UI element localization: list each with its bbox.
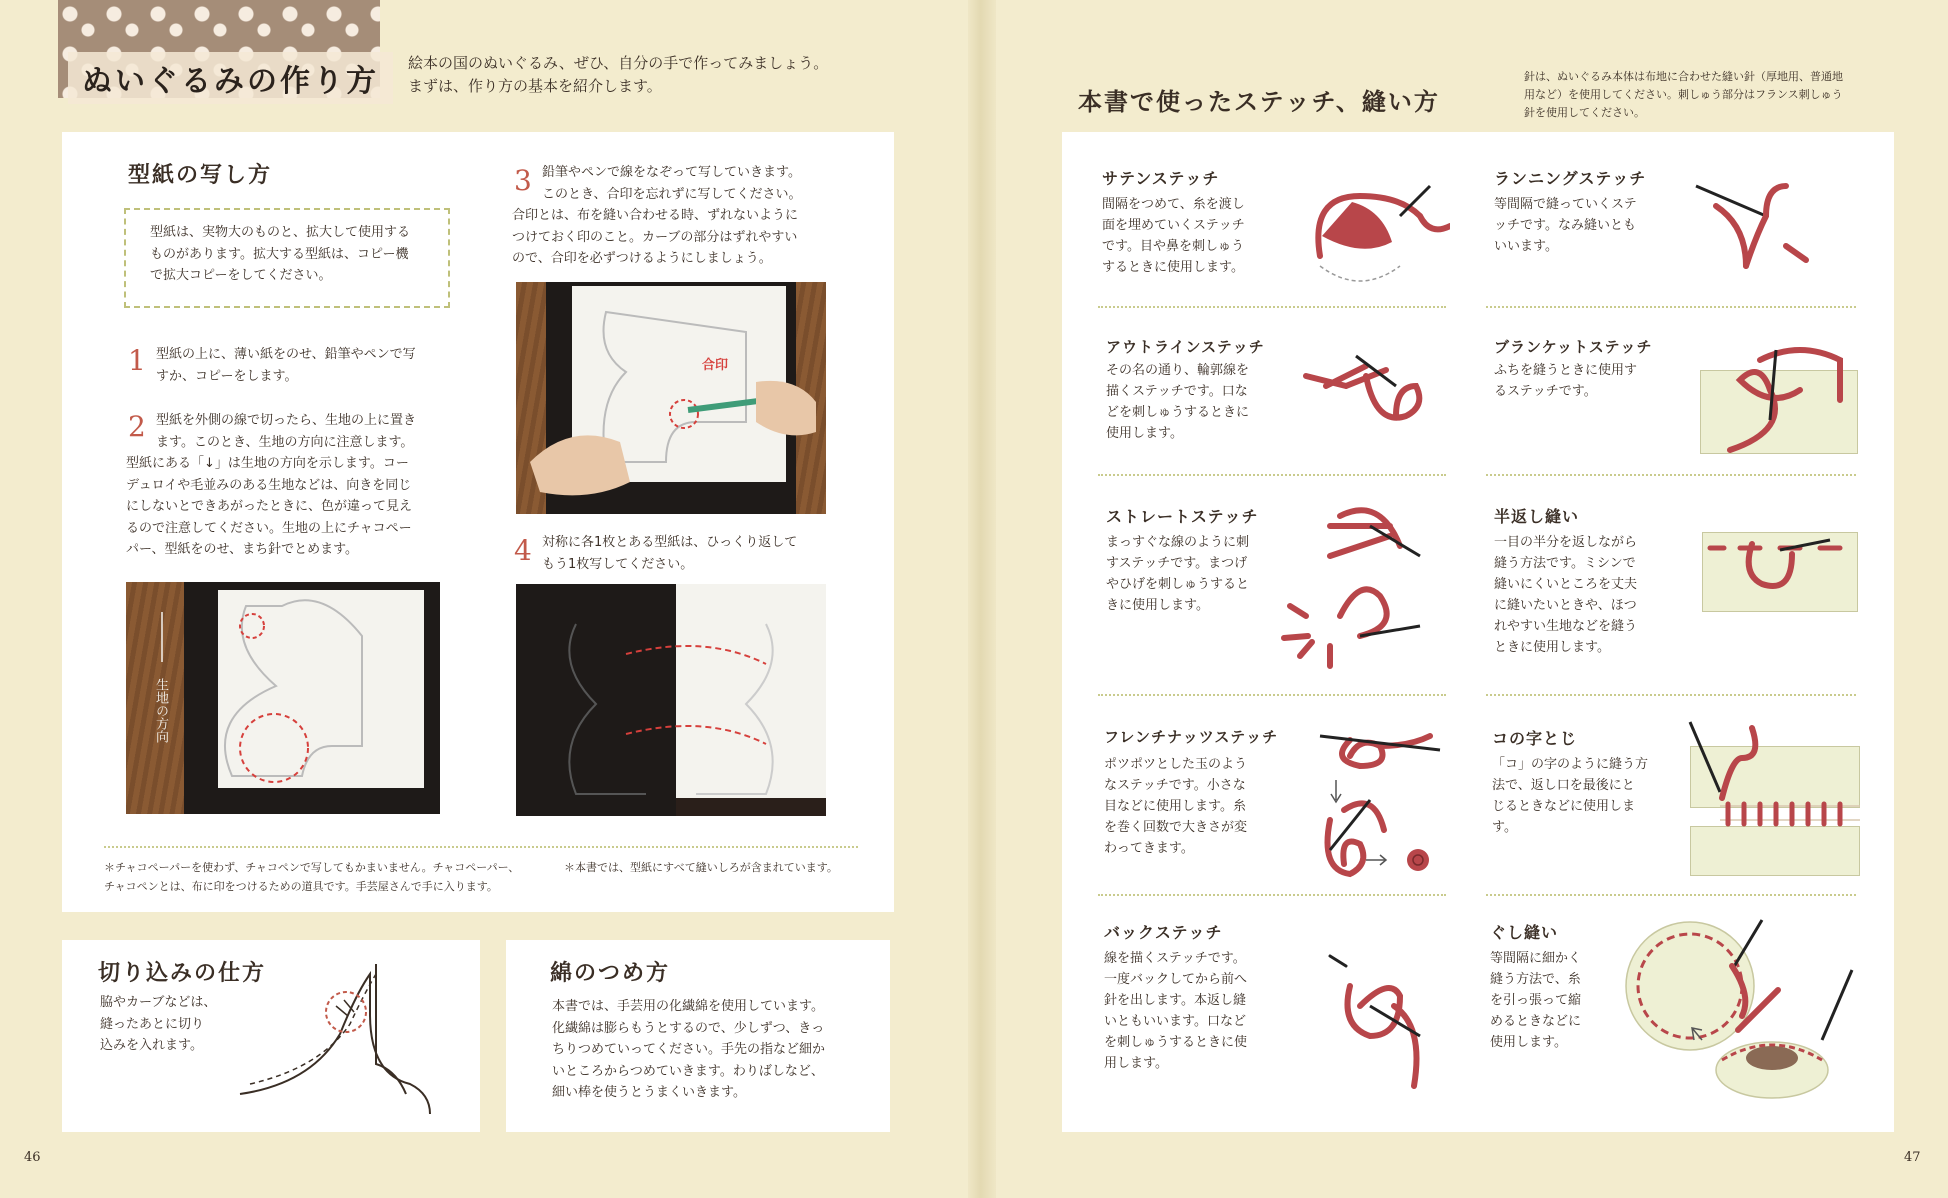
fabric-direction-label: 生地の方向 xyxy=(153,678,168,743)
stitch-line: いともいいます。口など xyxy=(1104,1014,1246,1029)
row-separator xyxy=(1486,694,1856,696)
stitch-line: 目などに使用します。糸 xyxy=(1104,799,1246,814)
flipped-pattern-photo xyxy=(516,584,826,816)
step-line: 型紙を外側の線で切ったら、生地の上に置き xyxy=(156,413,417,428)
note-line: で拡大コピーをしてください。 xyxy=(150,268,332,283)
row-separator xyxy=(1486,306,1856,308)
stitch-title-ladder: コの字とじ xyxy=(1492,729,1578,748)
needle-note-line: 用など）を使用してください。刺しゅう部分はフランス刺しゅう xyxy=(1524,88,1843,101)
step-line: ので、合印を必ずつけるようにしましょう。 xyxy=(512,251,772,266)
step-line: 型紙の上に、薄い紙をのせ、鉛筆やペンで写 xyxy=(156,347,416,362)
pattern-on-fabric-photo xyxy=(126,582,440,814)
stitch-line: 用します。 xyxy=(1104,1056,1168,1071)
page-number-right: 47 xyxy=(1904,1150,1921,1165)
stitch-line: 一度バックしてから前へ xyxy=(1104,972,1248,987)
stitch-line: です。目や鼻を刺しゅう xyxy=(1102,239,1244,254)
stitch-text-backstitch xyxy=(1104,948,1247,1074)
intro-text xyxy=(408,52,888,98)
cut-line: 縫ったあとに切り xyxy=(100,1016,205,1032)
stitch-line: やひげを刺しゅうすると xyxy=(1106,577,1250,592)
intro-line: 絵本の国のぬいぐるみ、ぜひ、自分の手で作ってみましょう。 xyxy=(408,54,829,72)
french-knot-icon xyxy=(1300,720,1450,890)
step-number: 4 xyxy=(514,534,532,567)
stitch-line: めるときなどに xyxy=(1490,1014,1582,1029)
needle-note xyxy=(1524,68,1843,122)
note-line: 型紙は、実物大のものと、拡大して使用する xyxy=(150,225,411,240)
stitch-line: ッチです。なみ縫いとも xyxy=(1494,218,1636,233)
stitch-line: 法で、返し口を最後にと xyxy=(1492,778,1635,793)
stitch-line: まっすぐな線のように刺 xyxy=(1106,535,1250,550)
stuffing-line: いところからつめていきます。わりばしなど、 xyxy=(552,1063,824,1079)
footnote-line: チャコペンとは、布に印をつけるための道具です。手芸屋さんで手に入ります。 xyxy=(104,880,498,893)
stitch-line: を巻く回数で大きさが変 xyxy=(1104,820,1248,835)
blanket-stitch-icon xyxy=(1700,340,1860,460)
tracing-photo xyxy=(516,282,826,514)
step-line: パー、型紙をのせ、まち針でとめます。 xyxy=(126,542,359,557)
row-separator xyxy=(1098,894,1446,896)
stitch-line: すステッチです。まつげ xyxy=(1106,556,1248,571)
stitch-line: 針を出します。本返し縫 xyxy=(1104,993,1246,1008)
stitch-line: に縫いたいときや、ほつ xyxy=(1494,598,1637,613)
stuffing-line: 化繊綿は膨らもうとするので、少しずつ、きっ xyxy=(552,1020,825,1036)
step-line: このとき、合印を忘れずに写してください。 xyxy=(542,186,802,202)
stitch-line: どを刺しゅうするときに xyxy=(1106,405,1250,420)
stitch-line: 線を描くステッチです。 xyxy=(1104,951,1246,966)
backstitch-icon xyxy=(1310,946,1450,1096)
satin-stitch-icon xyxy=(1300,176,1450,286)
step-text xyxy=(512,162,801,270)
row-separator xyxy=(1098,474,1446,476)
stitch-line: 面を埋めていくステッチ xyxy=(1102,218,1245,233)
footnote-line: ＊チャコペーパーを使わず、チャコペンで写してもかまいません。チャコペーパー、 xyxy=(104,861,520,874)
stitch-text-running xyxy=(1494,194,1637,257)
tracing-drawing xyxy=(516,282,826,514)
notch-illustration xyxy=(236,954,446,1114)
stitch-line: を刺しゅうするときに使 xyxy=(1104,1035,1248,1050)
stitch-text-blanket xyxy=(1494,360,1637,402)
stitch-text-half-back xyxy=(1494,532,1637,658)
stitch-title-straight: ストレートステッチ xyxy=(1106,507,1259,526)
footnote-line: ＊本書では、型紙にすべて縫いしろが含まれています。 xyxy=(564,861,838,874)
stitch-line: 使用します。 xyxy=(1106,426,1183,441)
cut-line: 込みを入れます。 xyxy=(100,1038,203,1053)
step-line: ます。このとき、生地の方向に注意します。 xyxy=(156,434,414,450)
note-line: ものがあります。拡大する型紙は、コピー機 xyxy=(150,246,409,262)
step-line: るので注意してください。生地の上にチャコペー xyxy=(126,520,412,536)
half-backstitch-icon xyxy=(1700,520,1860,620)
stitch-line: 縫う方法です。ミシンで xyxy=(1494,556,1636,571)
row-separator xyxy=(1486,474,1856,476)
step-line: デュロイや毛並みのある生地などは、向きを同じ xyxy=(126,477,412,493)
row-separator xyxy=(1098,694,1446,696)
stitch-line: いいます。 xyxy=(1494,239,1558,254)
stitch-text-french-knot xyxy=(1104,754,1247,859)
stitch-line: なステッチです。小さな xyxy=(1104,778,1246,793)
step-line: もう1枚写してください。 xyxy=(542,556,694,572)
stitch-line: 「コ」の字のように縫う方 xyxy=(1492,757,1649,772)
stitch-line: きに使用します。 xyxy=(1106,598,1209,613)
stitch-title-backstitch: バックステッチ xyxy=(1104,923,1223,942)
cut-line: 脇やカーブなどは、 xyxy=(100,995,217,1010)
aijirushi-label: 合印 xyxy=(702,358,729,373)
cut-text xyxy=(100,992,216,1057)
stitch-text-outline xyxy=(1106,360,1249,444)
step-line: 対称に各1枚とある型紙は、ひっくり返して xyxy=(542,535,798,550)
stitch-line: れやすい生地などを縫う xyxy=(1494,619,1638,634)
stitch-line: するときに使用します。 xyxy=(1102,260,1244,275)
page-number-left: 46 xyxy=(24,1150,41,1165)
stitch-line: 等間隔で縫っていくステ xyxy=(1494,197,1637,212)
step-line: 鉛筆やペンで線をなぞって写していきます。 xyxy=(542,165,801,180)
stuffing-line: 細い棒を使うとうまくいきます。 xyxy=(552,1085,746,1100)
stitch-title-satin: サテンステッチ xyxy=(1102,169,1220,188)
pattern-heading: 型紙の写し方 xyxy=(128,163,273,188)
footnote-left xyxy=(104,858,519,896)
stuffing-text xyxy=(552,996,825,1104)
right-page-title: 本書で使ったステッチ、縫い方 xyxy=(1078,88,1440,116)
step-number: 2 xyxy=(128,410,146,443)
stitch-line: 等間隔に細かく xyxy=(1490,951,1582,966)
stitch-line: 縫う方法で、糸 xyxy=(1490,972,1581,987)
step-number: 3 xyxy=(514,164,532,197)
stitch-title-french-knot: フレンチナッツステッチ xyxy=(1104,728,1279,746)
outline-stitch-icon xyxy=(1296,346,1446,446)
stitch-line: 一目の半分を返しながら xyxy=(1494,535,1638,550)
stitch-title-running: ランニングステッチ xyxy=(1494,169,1647,188)
step-line: 型紙にある「↓」は生地の方向を示します。コー xyxy=(126,456,409,471)
needle-note-line: 針を使用してください。 xyxy=(1524,106,1645,119)
stuffing-heading: 綿のつめ方 xyxy=(550,961,671,986)
cut-heading: 切り込みの仕方 xyxy=(98,961,267,986)
step-line: つけておく印のこと。カーブの部分はずれやすい xyxy=(512,229,798,245)
stitch-line: ときに使用します。 xyxy=(1494,640,1610,655)
stitch-title-half-back: 半返し縫い xyxy=(1494,507,1580,526)
step-line: にしないとできあがったときに、色が違って見え xyxy=(126,499,413,514)
stitch-text-ladder xyxy=(1492,754,1648,838)
stitch-title-blanket: ブランケットステッチ xyxy=(1494,338,1653,356)
needle-note-line: 針は、ぬいぐるみ本体は布地に合わせた縫い針（厚地用、普通地 xyxy=(1524,70,1843,83)
page-gutter xyxy=(968,0,996,1198)
step-text xyxy=(542,532,797,575)
stitch-line: 縫いにくいところを丈夫 xyxy=(1494,577,1638,592)
step-number: 1 xyxy=(128,344,146,377)
pattern-note xyxy=(150,222,410,287)
stitch-line: わってきます。 xyxy=(1104,841,1194,856)
stitch-text-gathering xyxy=(1490,948,1581,1053)
step-line: 合印とは、布を縫い合わせる時、ずれないように xyxy=(512,208,799,223)
gathering-stitch-icon xyxy=(1612,910,1862,1110)
page-title: ぬいぐるみの作り方 xyxy=(68,52,393,104)
pattern-outline xyxy=(126,582,440,814)
stitch-line: 描くステッチです。口な xyxy=(1106,384,1248,399)
ladder-stitch-icon xyxy=(1670,718,1870,878)
footnote-right xyxy=(564,858,838,877)
stitch-line: ポツポツとした玉のよう xyxy=(1104,757,1248,772)
stitch-line: す。 xyxy=(1492,820,1517,835)
stitch-line: 間隔をつめて、糸を渡し xyxy=(1102,197,1245,212)
step-line: すか、コピーをします。 xyxy=(156,368,298,384)
flipped-pattern-outline xyxy=(516,584,826,816)
running-stitch-icon xyxy=(1686,176,1836,286)
stitch-line: 使用します。 xyxy=(1490,1035,1567,1050)
stitch-line: ふちを縫うときに使用す xyxy=(1494,363,1638,378)
stuffing-line: 本書では、手芸用の化繊綿を使用しています。 xyxy=(552,999,824,1014)
stitch-text-straight xyxy=(1106,532,1249,616)
stitch-line: じるときなどに使用しま xyxy=(1492,799,1636,814)
stuffing-line: ちりつめていってください。手先の指など細か xyxy=(552,1042,826,1057)
row-separator xyxy=(1486,894,1856,896)
stitch-text-satin xyxy=(1102,194,1245,278)
step-text xyxy=(156,344,416,387)
stitch-line: を引っ張って縮 xyxy=(1490,993,1582,1008)
straight-stitch-icon xyxy=(1270,496,1450,686)
intro-line: まずは、作り方の基本を紹介します。 xyxy=(408,77,662,95)
stitch-line: るステッチです。 xyxy=(1494,384,1597,399)
step-text xyxy=(126,410,416,561)
stitch-title-outline: アウトラインステッチ xyxy=(1106,338,1265,356)
footnote-separator xyxy=(104,846,858,848)
row-separator xyxy=(1098,306,1446,308)
stitch-line: その名の通り、輪郭線を xyxy=(1106,363,1250,378)
stitch-title-gathering: ぐし縫い xyxy=(1490,923,1559,942)
